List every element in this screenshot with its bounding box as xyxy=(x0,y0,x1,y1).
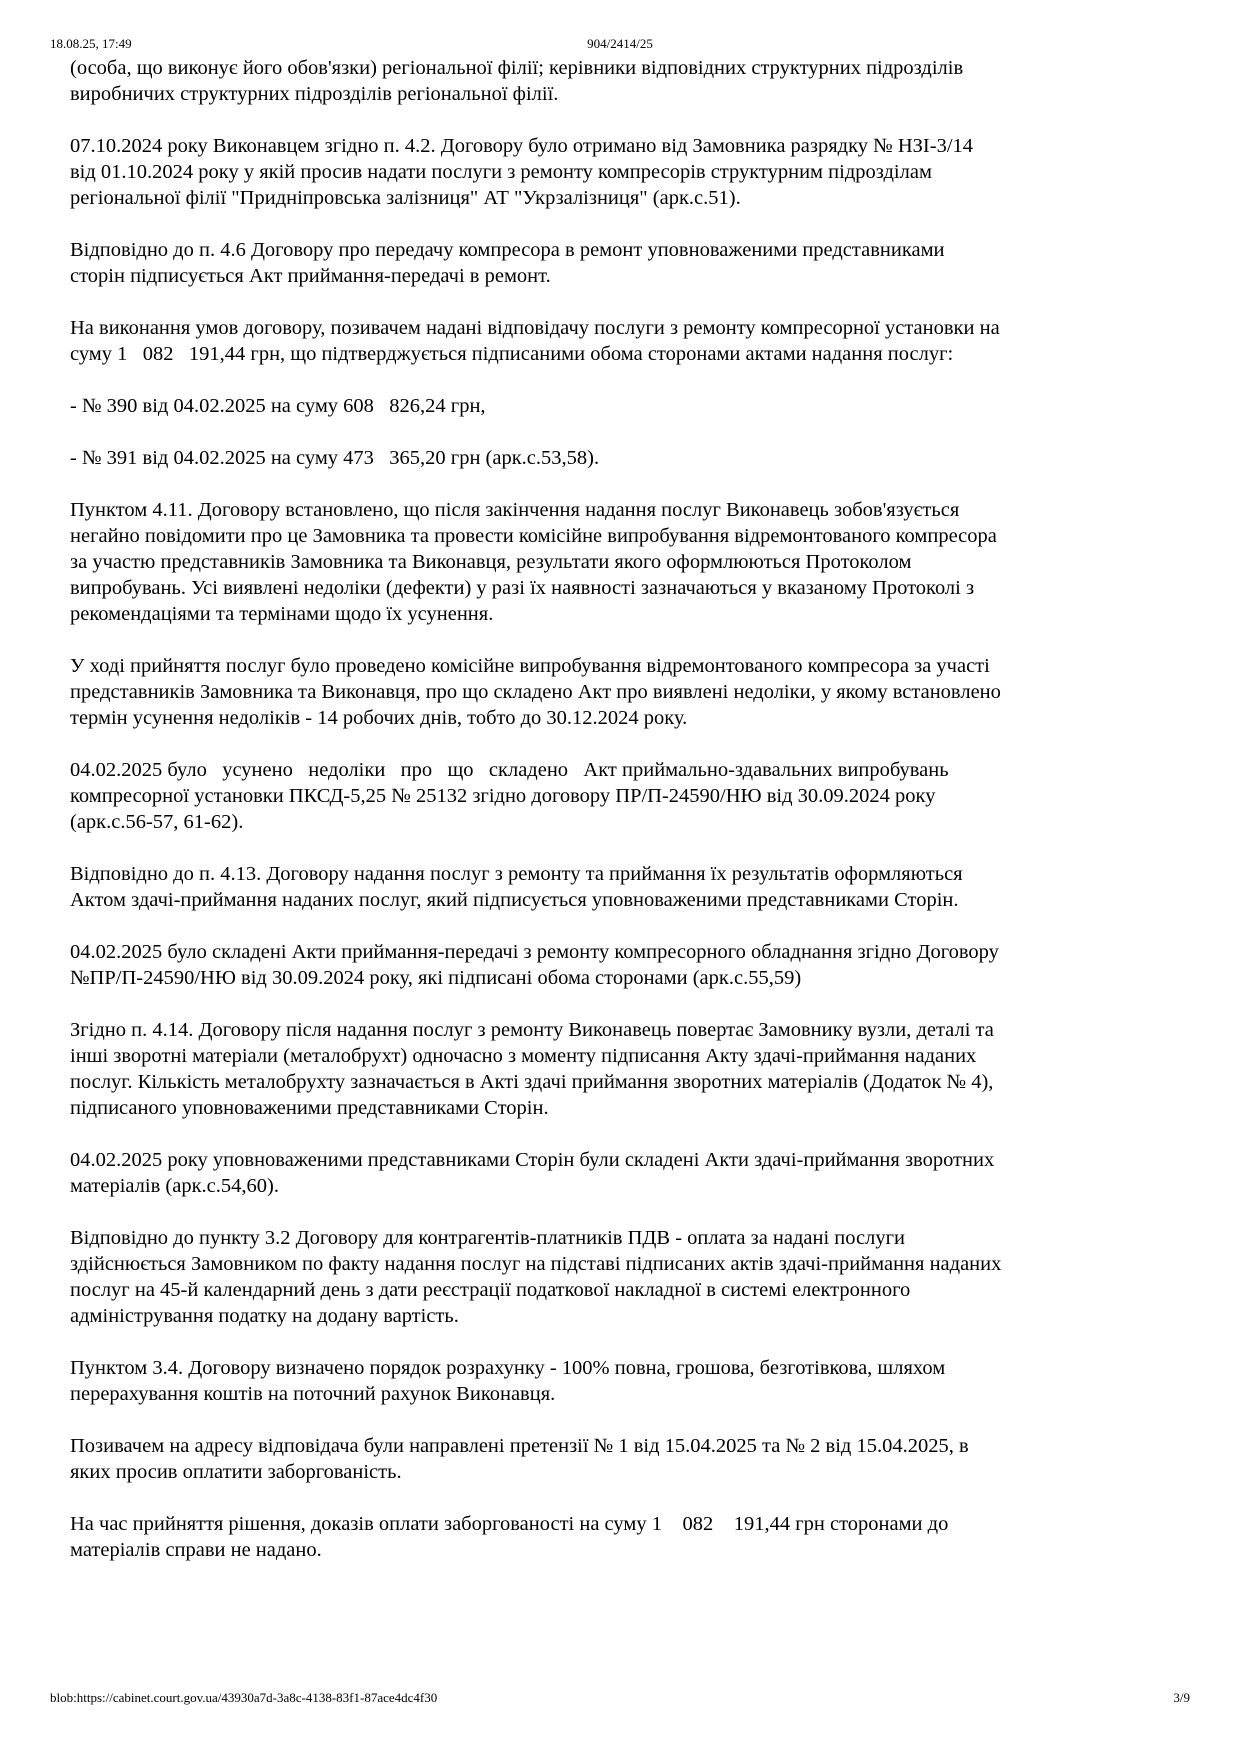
paragraph xyxy=(70,1355,1190,1407)
paragraph xyxy=(70,445,1190,471)
text-line: У ході прийняття послуг було проведено комісійне випробування відремонтованого компресора за участі xyxy=(70,655,990,677)
text-line: Актом здачі-приймання наданих послуг, який підписується уповноваженими представниками Сторін. xyxy=(70,889,959,911)
text-line: 04.02.2025 було усунено недоліки про що складено Акт приймально-здавальних випробувань xyxy=(70,759,949,781)
paragraph xyxy=(70,653,1190,731)
text-line: 04.02.2025 було складені Акти приймання-передачі з ремонту компресорного обладнання згідно Договору xyxy=(70,941,999,963)
text-line: №ПР/П-24590/НЮ від 30.09.2024 року, які підписані обома сторонами (арк.с.55,59) xyxy=(70,967,802,989)
paragraph xyxy=(70,393,1190,419)
text-line: 04.02.2025 року уповноваженими представниками Сторін були складені Акти здачі-приймання зворотних xyxy=(70,1149,995,1171)
paragraph xyxy=(70,1147,1190,1199)
page-header xyxy=(50,36,1190,52)
paragraph xyxy=(70,1511,1190,1563)
text-line: перерахування коштів на поточний рахунок Виконавця. xyxy=(70,1383,556,1405)
case-number: 904/2414/25 xyxy=(587,36,653,51)
text-line: яких просив оплатити заборгованість. xyxy=(70,1461,402,1483)
paragraph xyxy=(70,315,1190,367)
text-line: Відповідно до п. 4.6 Договору про передачу компресора в ремонт уповноваженими представниками xyxy=(70,239,945,261)
text-line: Пунктом 4.11. Договору встановлено, що після закінчення надання послуг Виконавець зобов'язується xyxy=(70,499,960,521)
document-text xyxy=(70,55,1190,1563)
paragraph xyxy=(70,497,1190,627)
page-footer xyxy=(50,1690,1190,1706)
text-line: На виконання умов договору, позивачем надані відповідачу послуги з ремонту компресорної установки на xyxy=(70,317,1000,339)
text-line: послуг. Кількість металобрухту зазначається в Акті здачі приймання зворотних матеріалів (Додаток № 4), xyxy=(70,1071,994,1093)
text-line: - № 391 від 04.02.2025 на суму 473 365,20 грн (арк.с.53,58). xyxy=(70,447,600,469)
paragraph xyxy=(70,133,1190,211)
text-line: від 01.10.2024 року у якій просив надати послуги з ремонту компресорів структурним підрозділам xyxy=(70,161,932,183)
text-line: представників Замовника та Виконавця, про що складено Акт про виявлені недоліки, у якому встановлено xyxy=(70,681,1001,703)
paragraph xyxy=(70,939,1190,991)
text-line: 07.10.2024 року Виконавцем згідно п. 4.2. Договору було отримано від Замовника разрядку № НЗІ-3/14 xyxy=(70,135,974,157)
page-number: 3/9 xyxy=(1173,1690,1190,1705)
document-body xyxy=(70,55,1190,1655)
text-line: термін усунення недоліків - 14 робочих днів, тобто до 30.12.2024 року. xyxy=(70,707,688,729)
source-url: blob:https://cabinet.court.gov.ua/43930a7d-3a8c-4138-83f1-87ace4dc4f30 xyxy=(50,1690,438,1705)
text-line: здійснюється Замовником по факту надання послуг на підставі підписаних актів здачі-приймання наданих xyxy=(70,1253,1002,1275)
text-line: компресорної установки ПКСД-5,25 № 25132 згідно договору ПР/П-24590/НЮ від 30.09.2024 року xyxy=(70,785,936,807)
text-line: суму 1 082 191,44 грн, що підтверджується підписаними обома сторонами актами надання послуг: xyxy=(70,343,954,365)
text-line: матеріалів (арк.с.54,60). xyxy=(70,1175,279,1197)
paragraph xyxy=(70,1433,1190,1485)
paragraph xyxy=(70,1225,1190,1329)
text-line: послуг на 45-й календарний день з дати реєстрації податкової накладної в системі електронного xyxy=(70,1279,911,1301)
print-datetime: 18.08.25, 17:49 xyxy=(50,36,132,51)
text-line: інші зворотні матеріали (металобрухт) одночасно з моменту підписання Акту здачі-приймання наданих xyxy=(70,1045,977,1067)
paragraph xyxy=(70,1017,1190,1121)
text-line: Відповідно до пункту 3.2 Договору для контрагентів-платників ПДВ - оплата за надані послуги xyxy=(70,1227,905,1249)
text-line: (арк.с.56-57, 61-62). xyxy=(70,811,244,833)
text-line: підписаного уповноваженими представниками Сторін. xyxy=(70,1097,549,1119)
text-line: регіональної філії "Придніпровська залізниця" АТ "Укрзалізниця" (арк.с.51). xyxy=(70,187,741,209)
paragraph xyxy=(70,861,1190,913)
paragraph xyxy=(70,757,1190,835)
text-line: матеріалів справи не надано. xyxy=(70,1539,322,1561)
text-line: - № 390 від 04.02.2025 на суму 608 826,24 грн, xyxy=(70,395,486,417)
text-line: (особа, що виконує його обов'язки) регіональної філії; керівники відповідних структурних підрозділів xyxy=(70,57,964,79)
paragraph xyxy=(70,55,1190,107)
text-line: виробничих структурних підрозділів регіональної філії. xyxy=(70,83,559,105)
paragraph xyxy=(70,237,1190,289)
text-line: адміністрування податку на додану вартість. xyxy=(70,1305,459,1327)
text-line: Відповідно до п. 4.13. Договору надання послуг з ремонту та приймання їх результатів оформляються xyxy=(70,863,963,885)
text-line: сторін підписується Акт приймання-передачі в ремонт. xyxy=(70,265,551,287)
text-line: Позивачем на адресу відповідача були направлені претензії № 1 від 15.04.2025 та № 2 від 15.04.2025, в xyxy=(70,1435,969,1457)
text-line: негайно повідомити про це Замовника та провести комісійне випробування відремонтованого компресора xyxy=(70,525,997,547)
text-line: Пунктом 3.4. Договору визначено порядок розрахунку - 100% повна, грошова, безготівкова, шляхом xyxy=(70,1357,946,1379)
text-line: випробувань. Усі виявлені недоліки (дефекти) у разі їх наявності зазначаються у вказаному Протоколі з xyxy=(70,577,975,599)
text-line: Згідно п. 4.14. Договору після надання послуг з ремонту Виконавець повертає Замовнику вузли, деталі та xyxy=(70,1019,994,1041)
text-line: за участю представників Замовника та Виконавця, результати якого оформлюються Протоколом xyxy=(70,551,912,573)
text-line: рекомендаціями та термінами щодо їх усунення. xyxy=(70,603,494,625)
text-line: На час прийняття рішення, доказів оплати заборгованості на суму 1 082 191,44 грн сторонами до xyxy=(70,1513,949,1535)
